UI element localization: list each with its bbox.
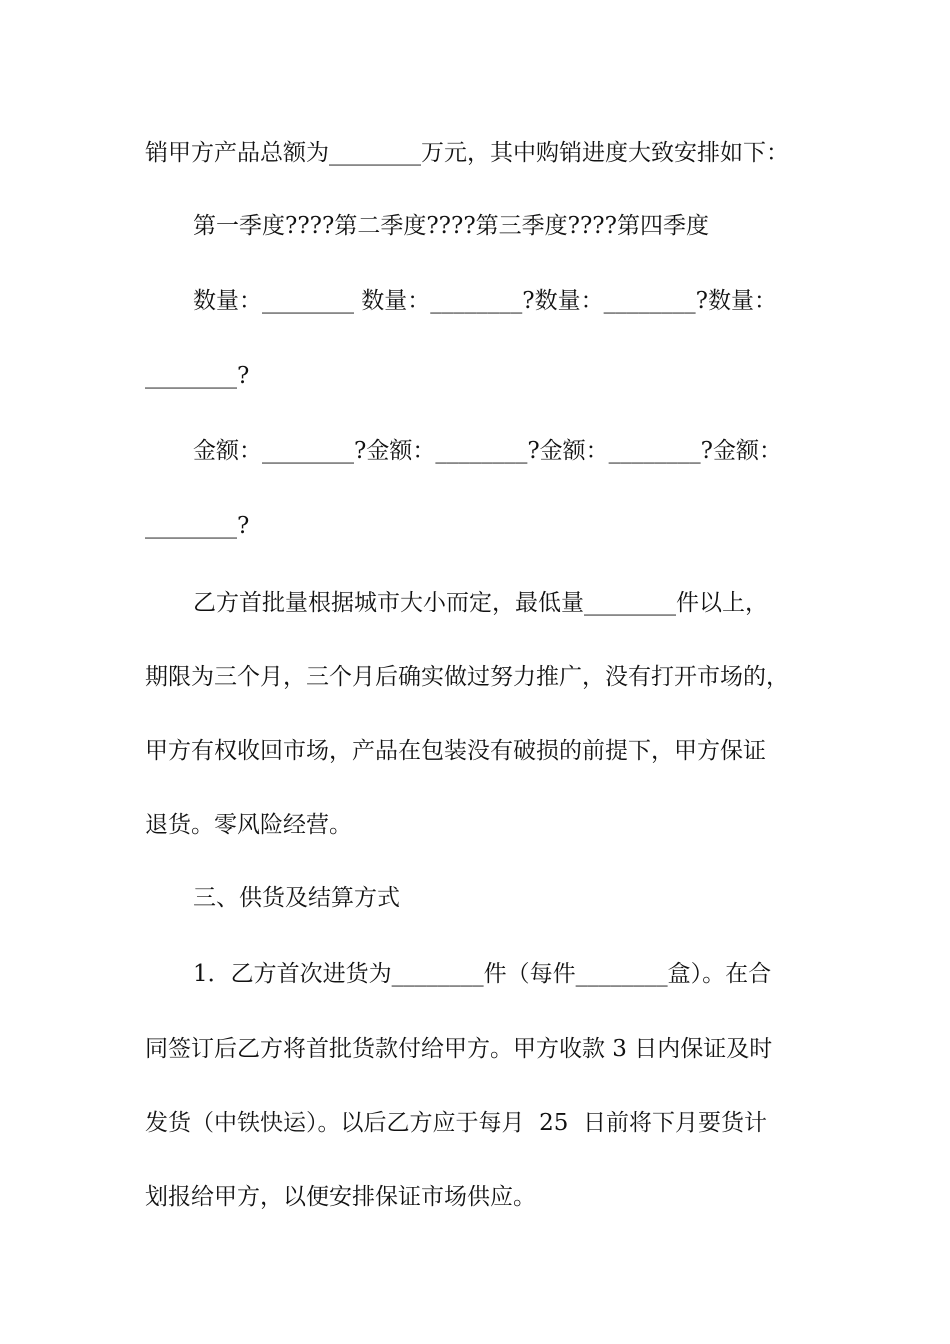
text-line-6: ________? (145, 513, 250, 539)
text-line-5: 金额：________?金额：________?金额：________?金额： (193, 438, 782, 464)
text-line-3: 数量：________ 数量：________?数量：________?数量： (193, 288, 777, 314)
text-line-12: 1．乙方首次进货为________件（每件________盒）。在合 (193, 961, 772, 987)
text-line-4: ________? (145, 363, 250, 389)
text-line-14: 发货（中铁快运）。以后乙方应于每月 25 日前将下月要货计 (145, 1110, 768, 1136)
text-line-9: 甲方有权收回市场，产品在包装没有破损的前提下，甲方保证 (145, 738, 766, 764)
text-line-10: 退货。零风险经营。 (145, 812, 352, 838)
text-line-7: 乙方首批量根据城市大小而定，最低量________件以上， (193, 590, 768, 616)
text-line-13: 同签订后乙方将首批货款付给甲方。甲方收款 3 日内保证及时 (145, 1036, 773, 1062)
text-line-15: 划报给甲方，以便安排保证市场供应。 (145, 1184, 536, 1210)
text-line-8: 期限为三个月，三个月后确实做过努力推广，没有打开市场的， (145, 664, 789, 690)
section-heading: 三、供货及结算方式 (193, 885, 400, 911)
text-line-2: 第一季度????第二季度????第三季度????第四季度 (193, 213, 709, 239)
text-line-1: 销甲方产品总额为________万元，其中购销进度大致安排如下： (145, 140, 789, 166)
